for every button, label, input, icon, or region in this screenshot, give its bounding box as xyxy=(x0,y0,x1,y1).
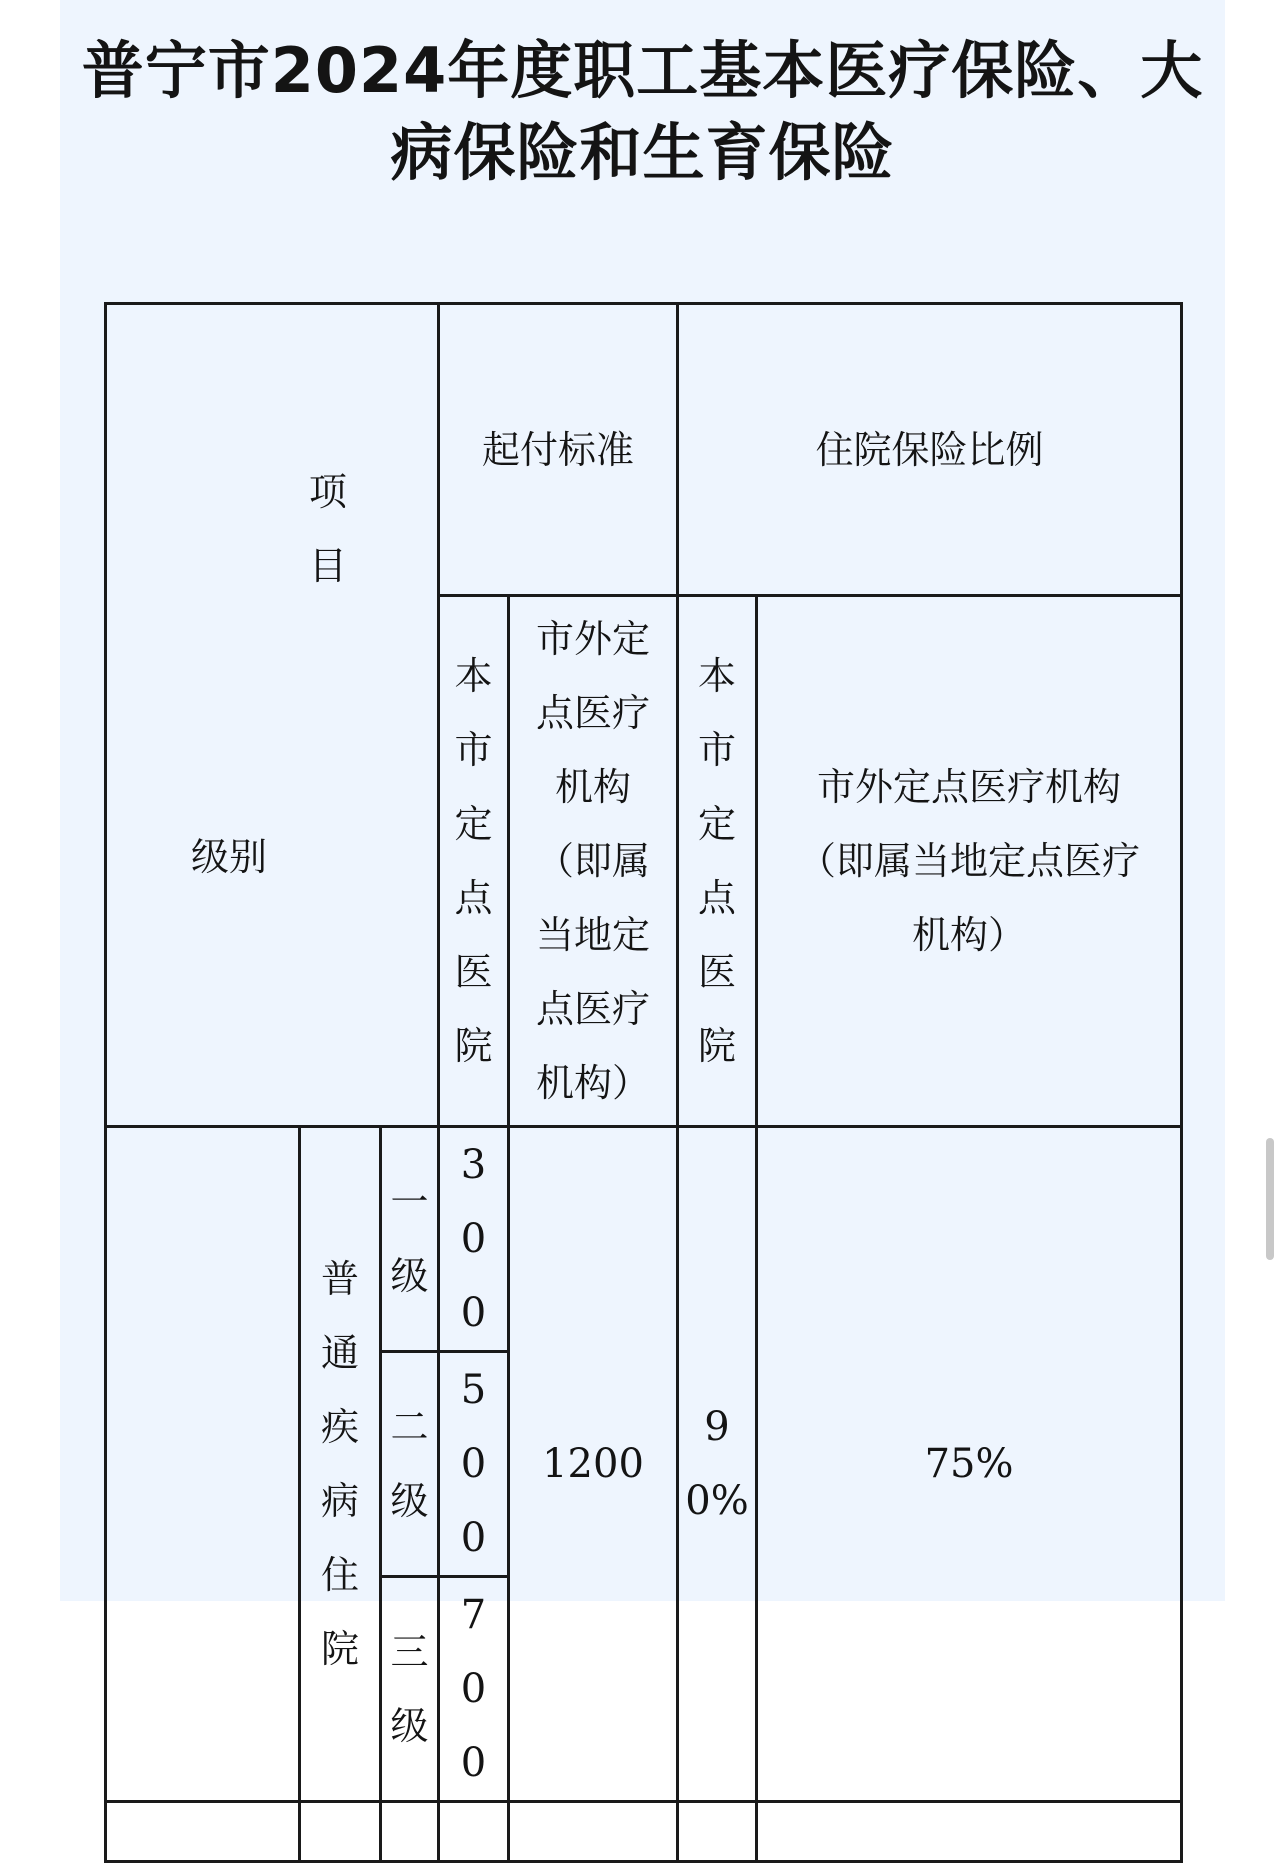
next-row-cell xyxy=(678,1802,757,1862)
local-deductible-cell-2: 500 xyxy=(439,1352,509,1577)
item-level-header-cell xyxy=(106,304,439,1127)
next-row-cell xyxy=(757,1802,1182,1862)
next-row-cell xyxy=(300,1802,381,1862)
vertical-scrollbar[interactable] xyxy=(1266,1138,1274,1260)
ordinary-blank-cell xyxy=(106,1127,300,1802)
local-hospital-ratio-header: 本市定点医院 xyxy=(678,596,757,1127)
page-title: 普宁市2024年度职工基本医疗保险、大病保险和生育保险 xyxy=(81,34,1204,189)
outside-institution-ratio-header: 市外定点医疗机构（即属当地定点医疗机构） xyxy=(757,596,1182,1127)
local-deductible-cell-3: 700 xyxy=(439,1577,509,1802)
local-ratio-cell: 90% xyxy=(678,1127,757,1802)
level-cell-3: 三级 xyxy=(381,1577,439,1802)
ratio-header: 住院保险比例 xyxy=(678,304,1182,596)
level-cell-2: 二级 xyxy=(381,1352,439,1577)
level-label: 级别 xyxy=(191,835,268,879)
insurance-table xyxy=(104,302,1183,1863)
level-cell-1: 一级 xyxy=(381,1127,439,1352)
next-row-cell xyxy=(381,1802,439,1862)
outside-institution-deductible-header: 市外定点医疗机构（即属当地定点医疗机构） xyxy=(509,596,678,1127)
ordinary-category-cell: 普通疾病住院 xyxy=(300,1127,381,1802)
next-row-cell xyxy=(509,1802,678,1862)
local-hospital-deductible-header: 本市定点医院 xyxy=(439,596,509,1127)
outside-deductible-cell: 1200 xyxy=(509,1127,678,1802)
local-deductible-cell-1: 300 xyxy=(439,1127,509,1352)
deductible-header: 起付标准 xyxy=(439,304,678,596)
item-label: 项目 xyxy=(308,470,347,588)
insurance-table-container xyxy=(104,302,1180,1786)
next-row-cell xyxy=(106,1802,300,1862)
next-row-cell xyxy=(439,1802,509,1862)
outside-ratio-cell: 75% xyxy=(757,1127,1182,1802)
